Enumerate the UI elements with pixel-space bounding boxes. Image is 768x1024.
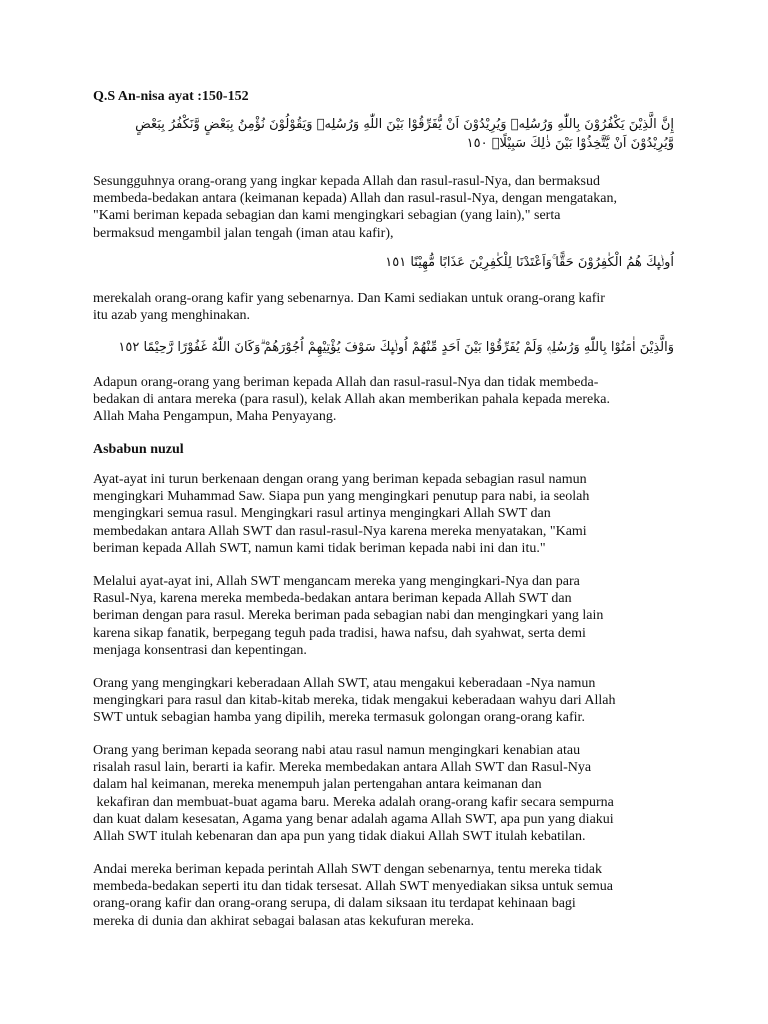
text-line: "Kami beriman kepada sebagian dan kami mengingkari sebagian (yang lain)," serta	[93, 208, 561, 224]
paragraph-1	[93, 471, 693, 557]
text-line: risalah rasul lain, berarti ia kafir. Mereka membedakan antara Allah SWT dan Rasul-Nya	[93, 760, 592, 776]
text-line: beriman kepada Allah SWT, namun kami tidak beriman kepada nabi ini dan itu."	[93, 540, 546, 556]
text-line: bedakan di antara mereka (para rasul), kelak Allah akan memberikan pahala kepada mereka.	[93, 392, 610, 408]
text-line: mereka di dunia dan akhirat sebagai balasan atas kekufuran mereka.	[93, 913, 474, 929]
text-line: membedakan antara Allah SWT dan rasul-rasul-Nya karena mereka menyatakan, "Kami	[93, 523, 587, 539]
text-line: Orang yang beriman kepada seorang nabi atau rasul namun mengingkari kenabian atau	[93, 743, 581, 758]
text-line: Melalui ayat-ayat ini, Allah SWT mengancam mereka yang mengingkari-Nya dan para	[93, 574, 580, 589]
paragraph-4	[93, 742, 693, 845]
verse-151-translation	[93, 290, 693, 324]
text-line: Sesungguhnya orang-orang yang ingkar kepada Allah dan rasul-rasul-Nya, dan bermaksud	[93, 174, 600, 189]
text-line: merekalah orang-orang kafir yang sebenarnya. Dan Kami sediakan untuk orang-orang kafir	[93, 291, 605, 306]
text-line: menjaga konsentrasi dan kepentingan.	[93, 642, 307, 658]
verse-152-translation	[93, 374, 693, 426]
text-line: membeda-bedakan seperti itu dan tidak tersesat. Allah SWT menyediakan siksa untuk semua	[93, 879, 613, 895]
text-line: itu azab yang menghinakan.	[93, 308, 251, 324]
text-line: Orang yang mengingkari keberadaan Allah SWT, atau mengakui keberadaan -Nya namun	[93, 676, 596, 691]
text-line: mengingkari semua rasul. Mengingkari rasul artinya mengingkari Allah SWT dan	[93, 506, 551, 522]
paragraph-5	[93, 861, 693, 930]
text-line: dan kuat dalam kesesatan, Agama yang benar adalah agama Allah SWT, apa pun yang diakui	[93, 811, 614, 827]
paragraph-3	[93, 675, 693, 727]
text-line: dalam hal keimanan, mereka menempuh jalan pertengahan antara keimanan dan	[93, 777, 542, 793]
section-heading: Asbabun nuzul	[93, 442, 184, 457]
text-line: membeda-bedakan antara (keimanan kepada) Allah dan rasul-rasul-Nya, dengan mengatakan,	[93, 191, 617, 207]
text-line: kekafiran dan membuat-buat agama baru. Mereka adalah orang-orang kafir secara sempurna	[93, 794, 614, 810]
text-line: bermaksud mengambil jalan tengah (iman atau kafir),	[93, 225, 394, 241]
text-line: karena sikap fanatik, berpegang teguh pada tradisi, hawa nafsu, dah syahwat, serta demi	[93, 625, 586, 641]
text-line: Ayat-ayat ini turun berkenaan dengan orang yang beriman kepada sebagian rasul namun	[93, 472, 587, 487]
text-line: Adapun orang-orang yang beriman kepada Allah dan rasul-rasul-Nya dan tidak membeda-	[93, 375, 599, 390]
verse-151-arabic: اُولٰۤىِٕكَ هُمُ الْكٰفِرُوْنَ حَقًّا ۚوَاَعْتَدْنَا لِلْكٰفِرِيْنَ عَذَابًا مُّهِيْنًا ١٥١	[385, 255, 674, 270]
text-line: Andai mereka beriman kepada perintah Allah SWT dengan sebenarnya, tentu mereka tidak	[93, 862, 602, 877]
text-line: mengingkari Muhammad Saw. Siapa pun yang mengingkari penutup para nabi, ia seolah	[93, 489, 590, 505]
text-line: SWT untuk sebagian hamba yang dipilih, mereka termasuk golongan orang-orang kafir.	[93, 710, 585, 726]
verse-150-translation	[93, 173, 693, 242]
text-line: Allah Maha Pengampun, Maha Penyayang.	[93, 409, 337, 425]
text-line: beriman dengan para rasul. Mereka beriman pada sebagian nabi dan mengingkari yang lain	[93, 608, 604, 624]
paragraph-2	[93, 573, 693, 659]
text-line: mengingkari para rasul dan kitab-kitab mereka, tidak mengakui keberadaan wahyu dari Allah	[93, 693, 616, 709]
page-title: Q.S An-nisa ayat :150-152	[93, 89, 249, 104]
text-line: Rasul-Nya, karena mereka membeda-bedakan antara beriman kepada Allah SWT dan	[93, 591, 572, 607]
text-line: Allah SWT itulah kebenaran dan apa pun yang tidak diakui Allah SWT itulah kebatilan.	[93, 829, 586, 845]
verse-152-arabic: وَالَّذِيْنَ اٰمَنُوْا بِاللّٰهِ وَرُسُلِهٖ وَلَمْ يُفَرِّقُوْا بَيْنَ اَحَدٍ مِّنْهُمْ اُولٰۤىِٕكَ سَوْفَ يُؤْتِيْهِمْ اُجُوْرَهُمْ ۗوَكَانَ اللّٰهُ غَفُوْرًا رَّحِيْمًا ١٥٢	[118, 340, 674, 355]
text-line: orang-orang kafir dan orang-orang serupa, di dalam siksaan itu terdapat kehinaan bagi	[93, 896, 576, 912]
verse-150-arabic: إِنَّ الَّذِيْنَ يَكْفُرُوْنَ بِاللّٰهِ وَرُسُلِهٖ وَيُرِيْدُوْنَ اَنْ يُّفَرِّقُوْا بَيْنَ اللّٰهِ وَرُسُلِهٖ وَيَقُوْلُوْنَ نُؤْمِنُ بِبَعْضٍ وَّنَكْفُرُ بِبَعْضٍ وَّيُرِيْدُوْنَ اَنْ يَّتَّخِذُوْا بَيْنَ ذٰلِكَ سَبِيْلًاۙ ١٥٠	[135, 117, 674, 151]
